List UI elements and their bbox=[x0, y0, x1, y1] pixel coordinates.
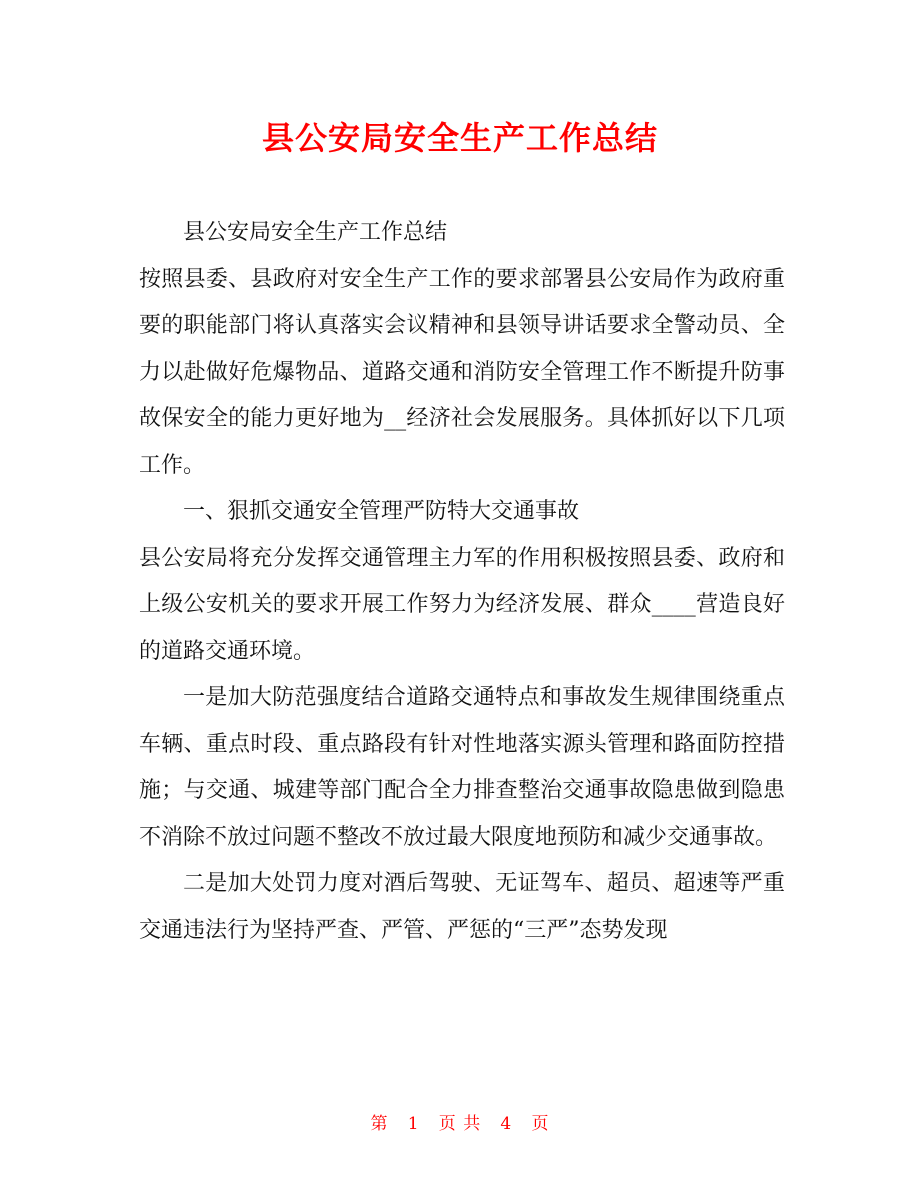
paragraph-point-two: 二是加大处罚力度对酒后驾驶、无证驾车、超员、超速等严重交通违法行为坚持严查、严管、严惩的“三严”态势发现 bbox=[139, 871, 785, 943]
paragraph-subtitle: 县公安局安全生产工作总结 bbox=[183, 220, 448, 245]
footer-suffix: 页 bbox=[531, 1114, 550, 1134]
footer-prefix: 第 bbox=[370, 1114, 389, 1134]
footer-total-pages: 4 bbox=[500, 1114, 513, 1134]
footer-page-number: 1 bbox=[407, 1114, 420, 1134]
paragraph-intro: 按照县委、县政府对安全生产工作的要求部署县公安局作为政府重要的职能部门将认真落实会议精神和县领导讲话要求全警动员、全力以赴做好危爆物品、道路交通和消防安全管理工作不断提升防事故保安全的能力更好地为__经济社会发展服务。具体抓好以下几项工作。 bbox=[139, 266, 785, 478]
document-body bbox=[139, 210, 785, 954]
paragraph-traffic-overview: 县公安局将充分发挥交通管理主力军的作用积极按照县委、政府和上级公安机关的要求开展工作努力为经济发展、群众____营造良好的道路交通环境。 bbox=[139, 545, 785, 664]
footer-middle: 页 共 bbox=[438, 1114, 482, 1134]
paragraph-point-one: 一是加大防范强度结合道路交通特点和事故发生规律围绕重点车辆、重点时段、重点路段有针对性地落实源头管理和路面防控措施；与交通、城建等部门配合全力排查整治交通事故隐患做到隐患不消除不放过问题不整改不放过最大限度地预防和减少交通事故。 bbox=[139, 685, 785, 850]
document-title: 县公安局安全生产工作总结 bbox=[261, 119, 658, 157]
section-heading-traffic: 一、狠抓交通安全管理严防特大交通事故 bbox=[183, 499, 580, 524]
page-footer bbox=[0, 1112, 920, 1136]
